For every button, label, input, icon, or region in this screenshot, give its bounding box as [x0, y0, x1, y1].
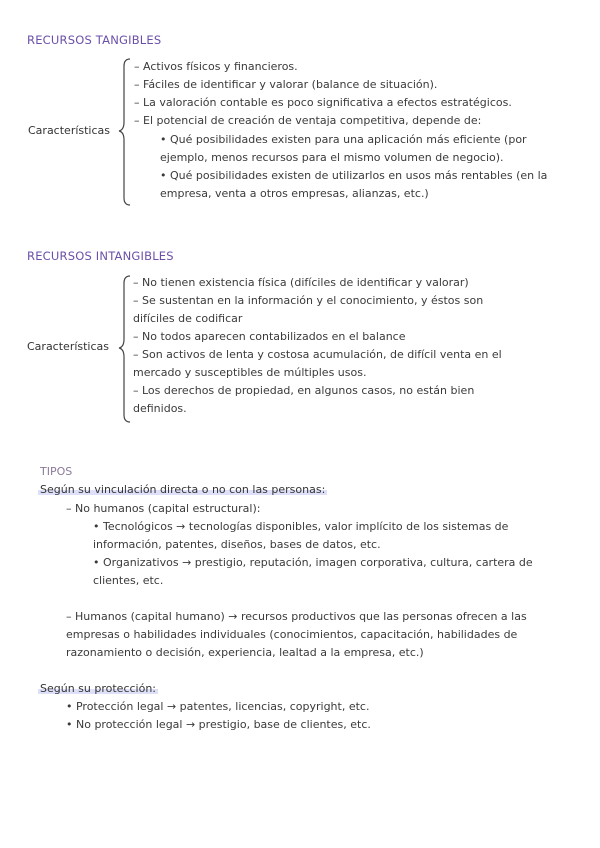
intangibles-brace [118, 275, 134, 423]
proteccion-title-text: Según su protección: [40, 682, 157, 695]
tangibles-subitem-1: • Qué posibilidades existen para una aplicación más eficiente (por [160, 133, 527, 146]
intangibles-label: Características [27, 340, 110, 353]
vinculacion-title-text: Según su vinculación directa o no con las personas: [40, 483, 326, 496]
proteccion-item-1: • Protección legal → patentes, licencias, copyright, etc. [66, 700, 370, 713]
proteccion-title [38, 682, 158, 695]
organizativos-line-1: • Organizativos → prestigio, reputación, imagen corporativa, cultura, cartera de [93, 556, 533, 569]
proteccion-item-2: • No protección legal → prestigio, base de clientes, etc. [66, 718, 371, 731]
tangibles-subitem-2: • Qué posibilidades existen de utilizarlos en usos más rentables (en la [160, 169, 548, 182]
tipos-heading: TIPOS [40, 465, 73, 478]
intangibles-item-1: – No tienen existencia física (difíciles de identificar y valorar) [133, 276, 469, 289]
tangibles-subitem-2-cont: empresa, venta a otros empresas, alianzas, etc.) [160, 187, 429, 200]
humanos-line-3: razonamiento o decisión, experiencia, lealtad a la empresa, etc.) [66, 646, 424, 659]
tangibles-label: Características [28, 124, 111, 137]
vinculacion-title [38, 483, 327, 496]
intangibles-item-4: – Son activos de lenta y costosa acumulación, de difícil venta en el [133, 348, 502, 361]
intangibles-heading: RECURSOS INTANGIBLES [27, 249, 174, 263]
intangibles-item-4-cont: mercado y susceptibles de múltiples usos. [133, 366, 367, 379]
tecnologicos-line-2: información, patentes, diseños, bases de datos, etc. [93, 538, 381, 551]
tangibles-item-2: – Fáciles de identificar y valorar (balance de situación). [134, 78, 438, 91]
humanos-line-1: – Humanos (capital humano) → recursos productivos que las personas ofrecen a las [66, 610, 527, 623]
intangibles-item-5: – Los derechos de propiedad, en algunos casos, no están bien [133, 384, 475, 397]
tangibles-item-3: – La valoración contable es poco significativa a efectos estratégicos. [134, 96, 512, 109]
tangibles-subitem-1-cont: ejemplo, menos recursos para el mismo volumen de negocio). [160, 151, 504, 164]
tangibles-item-4: – El potencial de creación de ventaja competitiva, depende de: [134, 114, 482, 127]
intangibles-item-2-cont: difíciles de codificar [133, 312, 243, 325]
intangibles-item-5-cont: definidos. [133, 402, 187, 415]
tangibles-heading: RECURSOS TANGIBLES [27, 33, 162, 47]
tangibles-item-1: – Activos físicos y financieros. [134, 60, 298, 73]
intangibles-item-2: – Se sustentan en la información y el conocimiento, y éstos son [133, 294, 484, 307]
humanos-line-2: empresas o habilidades individuales (conocimientos, capacitación, habilidades de [66, 628, 518, 641]
no-humanos-line: – No humanos (capital estructural): [66, 502, 261, 515]
intangibles-item-3: – No todos aparecen contabilizados en el balance [133, 330, 406, 343]
tecnologicos-line-1: • Tecnológicos → tecnologías disponibles, valor implícito de los sistemas de [93, 520, 509, 533]
organizativos-line-2: clientes, etc. [93, 574, 164, 587]
tangibles-brace [118, 58, 134, 206]
